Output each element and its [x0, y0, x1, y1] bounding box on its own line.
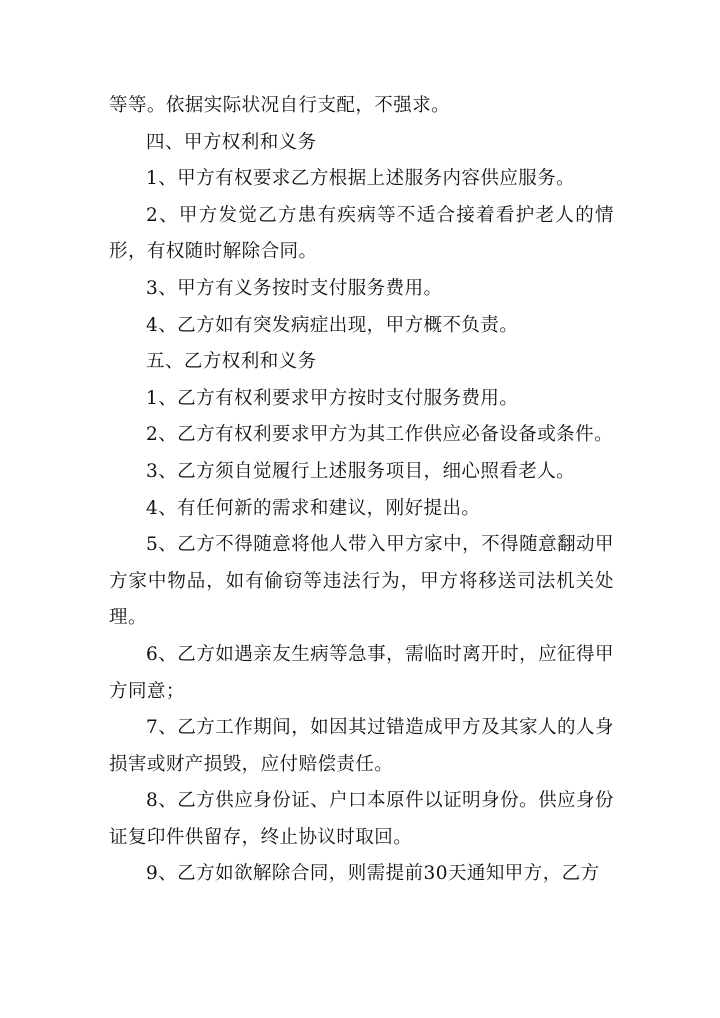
clause-b-4: 4、有任何新的需求和建议，刚好提出。 [146, 497, 481, 519]
section-heading-party-a: 四、甲方权利和义务 [146, 131, 317, 153]
clause-b-9: 9、乙方如欲解除合同，则需提前30天通知甲方，乙方 [146, 863, 600, 885]
clause-a-4: 4、乙方如有突发病症出现，甲方概不负责。 [146, 314, 519, 336]
clause-b-1: 1、乙方有权利要求甲方按时支付服务费用。 [146, 387, 519, 409]
document-body [109, 88, 614, 893]
clause-b-7: 7、乙方工作期间，如因其过错造成甲方及其家人的人身损害或财产损毁，应付赔偿责任。 [109, 717, 614, 775]
clause-a-1: 1、甲方有权要求乙方根据上述服务内容供应服务。 [146, 168, 576, 190]
clause-b-8: 8、乙方供应身份证、户口本原件以证明身份。供应身份证复印件供留存，终止协议时取回。 [109, 790, 614, 848]
clause-b-6: 6、乙方如遇亲友生病等急事，需临时离开时，应征得甲方同意； [109, 643, 614, 702]
clause-b-5: 5、乙方不得随意将他人带入甲方家中，不得随意翻动甲方家中物品，如有偷窃等违法行为，甲方将移送司法机关处理。 [109, 534, 614, 629]
clause-b-3: 3、乙方须自觉履行上述服务项目，细心照看老人。 [146, 460, 576, 482]
clause-a-2: 2、甲方发觉乙方患有疾病等不适合接着看护老人的情形，有权随时解除合同。 [109, 204, 614, 263]
section-heading-party-b: 五、乙方权利和义务 [146, 351, 317, 373]
clause-b-2: 2、乙方有权利要求甲方为其工作供应必备设备或条件。 [146, 424, 614, 446]
clause-a-3: 3、甲方有义务按时支付服务费用。 [146, 277, 443, 299]
paragraph-continuation: 等等。依据实际状况自行支配，不强求。 [109, 95, 451, 116]
